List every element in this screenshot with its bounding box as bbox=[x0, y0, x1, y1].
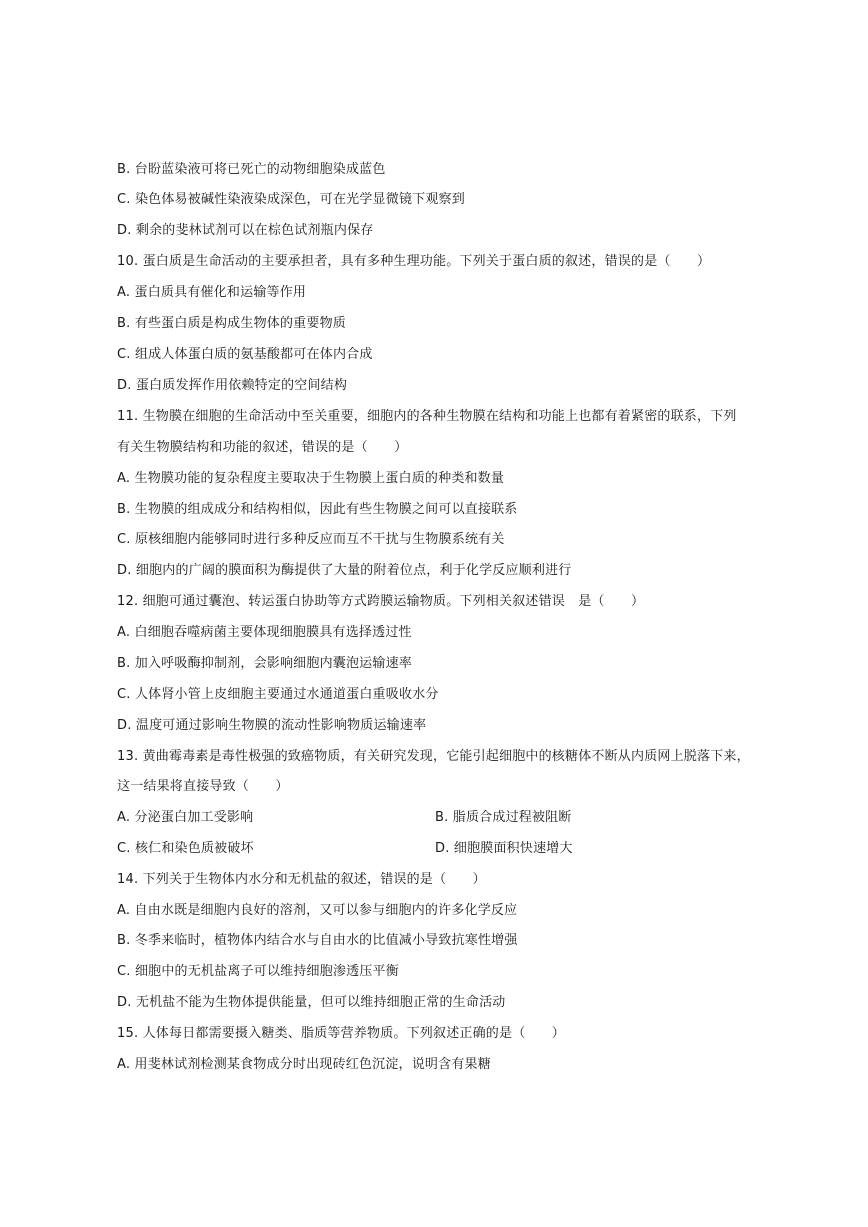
q10-option-a: A. 蛋白质具有催化和运输等作用 bbox=[117, 285, 307, 300]
q13-option-b: B. 脂质合成过程被阻断 bbox=[435, 810, 572, 825]
q11-stem-line-2: 有关生物膜结构和功能的叙述，错误的是（ ） bbox=[117, 440, 408, 455]
q9-option-d: D. 剩余的斐林试剂可以在棕色试剂瓶内保存 bbox=[117, 223, 374, 238]
q11-option-a: A. 生物膜功能的复杂程度主要取决于生物膜上蛋白质的种类和数量 bbox=[117, 471, 505, 486]
q14-stem: 14. 下列关于生物体内水分和无机盐的叙述，错误的是（ ） bbox=[117, 872, 486, 887]
q15-option-a: A. 用斐林试剂检测某食物成分时出现砖红色沉淀，说明含有果糖 bbox=[117, 1057, 491, 1072]
q12-option-d: D. 温度可通过影响生物膜的流动性影响物质运输速率 bbox=[117, 718, 427, 733]
q13-stem-line-1: 13. 黄曲霉毒素是毒性极强的致癌物质，有关研究发现，它能引起细胞中的核糖体不断从内质网上脱落下来， bbox=[117, 749, 750, 764]
q13-option-c: C. 核仁和染色质被破坏 bbox=[117, 841, 254, 856]
q12-option-a: A. 白细胞吞噬病菌主要体现细胞膜具有选择透过性 bbox=[117, 625, 412, 640]
q10-option-c: C. 组成人体蛋白质的氨基酸都可在体内合成 bbox=[117, 347, 373, 362]
q12-option-c: C. 人体肾小管上皮细胞主要通过水通道蛋白重吸收水分 bbox=[117, 687, 439, 702]
q11-option-b: B. 生物膜的组成成分和结构相似，因此有些生物膜之间可以直接联系 bbox=[117, 502, 518, 517]
q10-option-b: B. 有些蛋白质是构成生物体的重要物质 bbox=[117, 316, 346, 331]
q9-option-c: C. 染色体易被碱性染液染成深色，可在光学显微镜下观察到 bbox=[117, 192, 465, 207]
q13-stem-line-2: 这一结果将直接导致（ ） bbox=[117, 779, 289, 794]
q12-option-b: B. 加入呼吸酶抑制剂，会影响细胞内囊泡运输速率 bbox=[117, 656, 412, 671]
q11-stem-line-1: 11. 生物膜在细胞的生命活动中至关重要，细胞内的各种生物膜在结构和功能上也都有着紧密的联系，下列 bbox=[117, 409, 737, 424]
q10-stem: 10. 蛋白质是生命活动的主要承担者，具有多种生理功能。下列关于蛋白质的叙述，错误的是（ ） bbox=[117, 254, 711, 269]
q13-option-d: D. 细胞膜面积快速增大 bbox=[435, 841, 573, 856]
q15-stem: 15. 人体每日都需要摄入糖类、脂质等营养物质。下列叙述正确的是（ ） bbox=[117, 1026, 566, 1041]
q11-option-d: D. 细胞内的广阔的膜面积为酶提供了大量的附着位点，利于化学反应顺利进行 bbox=[117, 563, 572, 578]
q14-option-d: D. 无机盐不能为生物体提供能量，但可以维持细胞正常的生命活动 bbox=[117, 995, 506, 1010]
q12-stem: 12. 细胞可通过囊泡、转运蛋白协助等方式跨膜运输物质。下列相关叙述错误 是（ ） bbox=[117, 594, 645, 609]
q11-option-c: C. 原核细胞内能够同时进行多种反应而互不干扰与生物膜系统有关 bbox=[117, 532, 505, 547]
q14-option-c: C. 细胞中的无机盐离子可以维持细胞渗透压平衡 bbox=[117, 964, 399, 979]
q14-option-b: B. 冬季来临时，植物体内结合水与自由水的比值减小导致抗寒性增强 bbox=[117, 933, 518, 948]
q13-option-a: A. 分泌蛋白加工受影响 bbox=[117, 810, 254, 825]
q9-option-b: B. 台盼蓝染液可将已死亡的动物细胞染成蓝色 bbox=[117, 162, 386, 177]
q10-option-d: D. 蛋白质发挥作用依赖特定的空间结构 bbox=[117, 378, 348, 393]
q14-option-a: A. 自由水既是细胞内良好的溶剂，又可以参与细胞内的许多化学反应 bbox=[117, 903, 518, 918]
